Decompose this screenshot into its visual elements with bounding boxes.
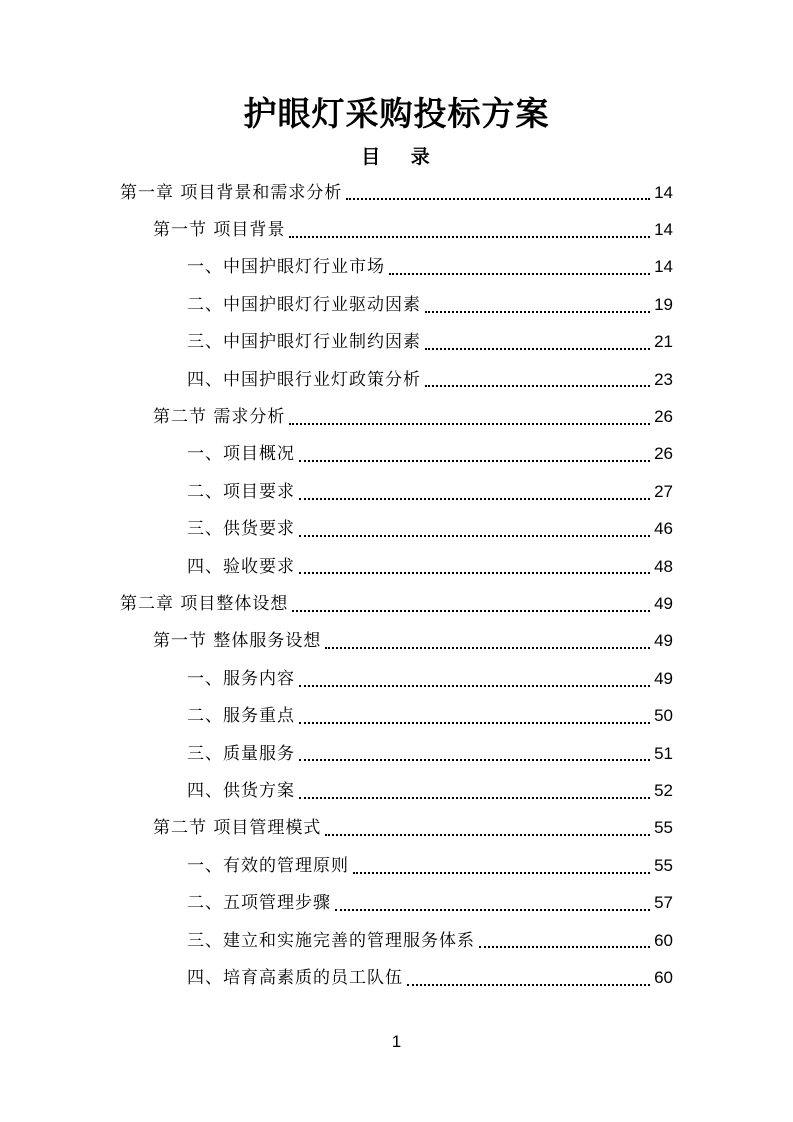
toc-entry-page: 52 [654, 781, 673, 801]
toc-entry-page: 46 [654, 519, 673, 539]
toc-dot-leader [299, 497, 650, 500]
toc-entry-level-3[interactable] [187, 324, 673, 361]
toc-entry-title: 第一节 项目背景 [153, 220, 286, 241]
toc-entry-page: 14 [654, 182, 673, 202]
toc-entry-level-3[interactable] [187, 885, 673, 922]
toc-entry-title: 二、中国护眼灯行业驱动因素 [187, 294, 421, 315]
toc-entry-page: 55 [654, 818, 673, 838]
toc-entry-title: 四、中国护眼行业灯政策分析 [187, 369, 421, 390]
toc-dot-leader [425, 347, 650, 350]
toc-entry-title: 一、项目概况 [187, 444, 295, 465]
document-title: 护眼灯采购投标方案 [243, 94, 550, 133]
toc-dot-leader [407, 983, 650, 986]
toc-entry-level-3[interactable] [187, 922, 673, 959]
toc-entry-title: 二、项目要求 [187, 481, 295, 502]
toc-entry-level-3[interactable] [187, 511, 673, 548]
toc-entry-level-1[interactable] [120, 174, 673, 211]
toc-dot-leader [325, 646, 650, 649]
toc-entry-page: 49 [654, 631, 673, 651]
toc-entry-title: 一、有效的管理原则 [187, 855, 349, 876]
toc-entry-page: 14 [654, 220, 673, 240]
toc-entry-level-3[interactable] [187, 361, 673, 398]
toc-entry-level-3[interactable] [187, 660, 673, 697]
toc-entry-page: 49 [654, 594, 673, 614]
toc-dot-leader [299, 796, 650, 799]
toc-entry-title: 四、验收要求 [187, 556, 295, 577]
toc-entry-title: 第二章 项目整体设想 [120, 594, 289, 615]
toc-entry-level-3[interactable] [187, 286, 673, 323]
toc-dot-leader [346, 197, 650, 200]
toc-entry-page: 57 [654, 893, 673, 913]
toc-entry-page: 60 [654, 930, 673, 950]
toc-entry-title: 一、中国护眼灯行业市场 [187, 257, 385, 278]
toc-entry-level-2[interactable] [153, 810, 673, 847]
toc-entry-title: 第二节 项目管理模式 [153, 818, 322, 839]
toc-entry-page: 60 [654, 968, 673, 988]
toc-entry-page: 55 [654, 855, 673, 875]
toc-dot-leader [299, 721, 650, 724]
toc-dot-leader [299, 534, 650, 537]
toc-entry-level-1[interactable] [120, 585, 673, 622]
toc-entry-level-3[interactable] [187, 735, 673, 772]
toc-heading: 目 录 [361, 146, 442, 168]
toc-dot-leader [292, 609, 650, 612]
toc-entry-level-2[interactable] [153, 211, 673, 248]
toc-entry-title: 三、中国护眼灯行业制约因素 [187, 332, 421, 353]
toc-dot-leader [335, 908, 650, 911]
toc-entry-level-3[interactable] [187, 548, 673, 585]
toc-dot-leader [289, 422, 650, 425]
toc-entry-title: 三、建立和实施完善的管理服务体系 [187, 930, 475, 951]
toc-entry-page: 14 [654, 257, 673, 277]
toc-entry-level-2[interactable] [153, 623, 673, 660]
toc-dot-leader [325, 833, 650, 836]
toc-entry-title: 二、服务重点 [187, 706, 295, 727]
toc-entry-level-3[interactable] [187, 698, 673, 735]
toc-dot-leader [425, 384, 650, 387]
toc-dot-leader [299, 571, 650, 574]
toc-entry-title: 四、培育高素质的员工队伍 [187, 968, 403, 989]
toc-dot-leader [299, 459, 650, 462]
toc-entry-title: 第二节 需求分析 [153, 407, 286, 428]
toc-dot-leader [353, 871, 650, 874]
toc-entry-level-2[interactable] [153, 398, 673, 435]
toc-entry-level-3[interactable] [187, 847, 673, 884]
toc-entry-title: 第一节 整体服务设想 [153, 631, 322, 652]
toc-entry-page: 19 [654, 294, 673, 314]
toc-entry-level-3[interactable] [187, 249, 673, 286]
toc-entry-title: 二、五项管理步骤 [187, 893, 331, 914]
toc-entry-title: 一、服务内容 [187, 668, 295, 689]
page-number: 1 [391, 1032, 402, 1051]
toc-entry-page: 48 [654, 556, 673, 576]
toc-entry-page: 27 [654, 481, 673, 501]
toc-entry-page: 26 [654, 407, 673, 427]
toc-entry-page: 51 [654, 743, 673, 763]
toc-entry-level-3[interactable] [187, 473, 673, 510]
toc-dot-leader [299, 684, 650, 687]
toc-entry-page: 49 [654, 668, 673, 688]
toc-entry-level-3[interactable] [187, 959, 673, 996]
toc-entry-page: 26 [654, 444, 673, 464]
toc-entry-level-3[interactable] [187, 436, 673, 473]
toc-entry-page: 23 [654, 369, 673, 389]
toc-dot-leader [289, 235, 650, 238]
toc-entry-level-3[interactable] [187, 772, 673, 809]
toc-entry-title: 三、供货要求 [187, 519, 295, 540]
toc-entry-page: 21 [654, 332, 673, 352]
toc-entry-title: 第一章 项目背景和需求分析 [120, 182, 343, 203]
toc-dot-leader [479, 945, 650, 948]
toc-dot-leader [299, 758, 650, 761]
toc-entry-title: 四、供货方案 [187, 781, 295, 802]
toc-dot-leader [425, 310, 650, 313]
toc-dot-leader [389, 272, 650, 275]
toc-entry-title: 三、质量服务 [187, 743, 295, 764]
toc-entry-page: 50 [654, 706, 673, 726]
